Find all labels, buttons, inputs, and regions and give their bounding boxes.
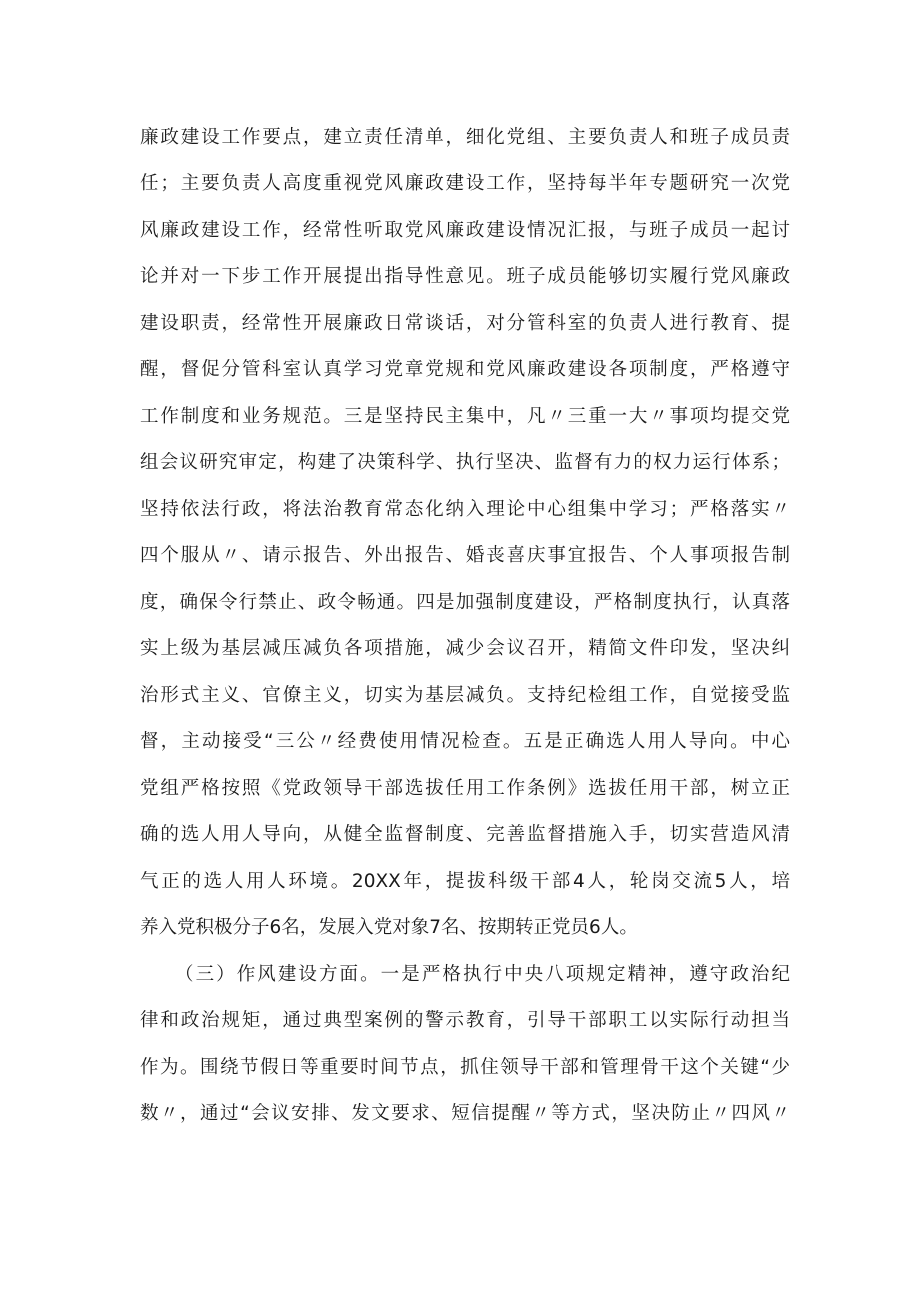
text-line: 督，主动接受“三公〃经费使用情况检查。五是正确选人用人导向。中心 <box>140 731 790 752</box>
text-line: 数〃，通过“会议安排、发文要求、短信提醒〃等方式，坚决防止〃四风〃 <box>140 1103 790 1124</box>
text-line: 廉政建设工作要点，建立责任清单，细化党组、主要负责人和班子成员责 <box>140 127 790 148</box>
text-line: 组会议研究审定，构建了决策科学、执行坚决、监督有力的权力运行体系； <box>140 452 790 473</box>
text-line: 确的选人用人导向，从健全监督制度、完善监督措施入手，切实营造风清 <box>140 824 790 845</box>
text-line: 论并对一下步工作开展提出指导性意见。班子成员能够切实履行党风廉政 <box>140 266 790 287</box>
text-line: 醒，督促分管科室认真学习党章党规和党风廉政建设各项制度，严格遵守 <box>140 359 790 380</box>
text-line: 建设职责，经常性开展廉政日常谈话，对分管科室的负责人进行教育、提 <box>140 313 790 334</box>
text-line: 治形式主义、官僚主义，切实为基层减负。支持纪检组工作，自觉接受监 <box>140 685 790 706</box>
text-line: 坚持依法行政，将法治教育常态化纳入理论中心组集中学习；严格落实〃 <box>140 499 790 520</box>
text-line: 工作制度和业务规范。三是坚持民主集中，凡〃三重一大〃事项均提交党 <box>140 406 790 427</box>
text-line: 风廉政建设工作，经常性听取党风廉政建设情况汇报，与班子成员一起讨 <box>140 220 790 241</box>
text-line: 律和政治规矩，通过典型案例的警示教育，引导干部职工以实际行动担当 <box>140 1010 790 1031</box>
section-heading-line: （三）作风建设方面。一是严格执行中央八项规定精神，遵守政治纪 <box>175 964 790 985</box>
text-line: 气正的选人用人环境。20XX年，提拔科级干部4人，轮岗交流5人，培 <box>140 871 790 892</box>
text-line: 作为。围绕节假日等重要时间节点，抓住领导干部和管理骨干这个关键“少 <box>140 1057 790 1078</box>
text-line: 党组严格按照《党政领导干部选拔任用工作条例》选拔任用干部，树立正 <box>140 778 790 799</box>
text-line: 任；主要负责人高度重视党风廉政建设工作，坚持每半年专题研究一次党 <box>140 173 790 194</box>
text-line: 养入党积极分子6名，发展入党对象7名、按期转正党员6人。 <box>140 917 638 938</box>
text-line: 实上级为基层减压减负各项措施，减少会议召开，精简文件印发，坚决纠 <box>140 638 790 659</box>
text-line: 四个服从〃、请示报告、外出报告、婚丧喜庆事宜报告、个人事项报告制 <box>140 545 790 566</box>
text-line: 度，确保令行禁止、政令畅通。四是加强制度建设，严格制度执行，认真落 <box>140 592 790 613</box>
